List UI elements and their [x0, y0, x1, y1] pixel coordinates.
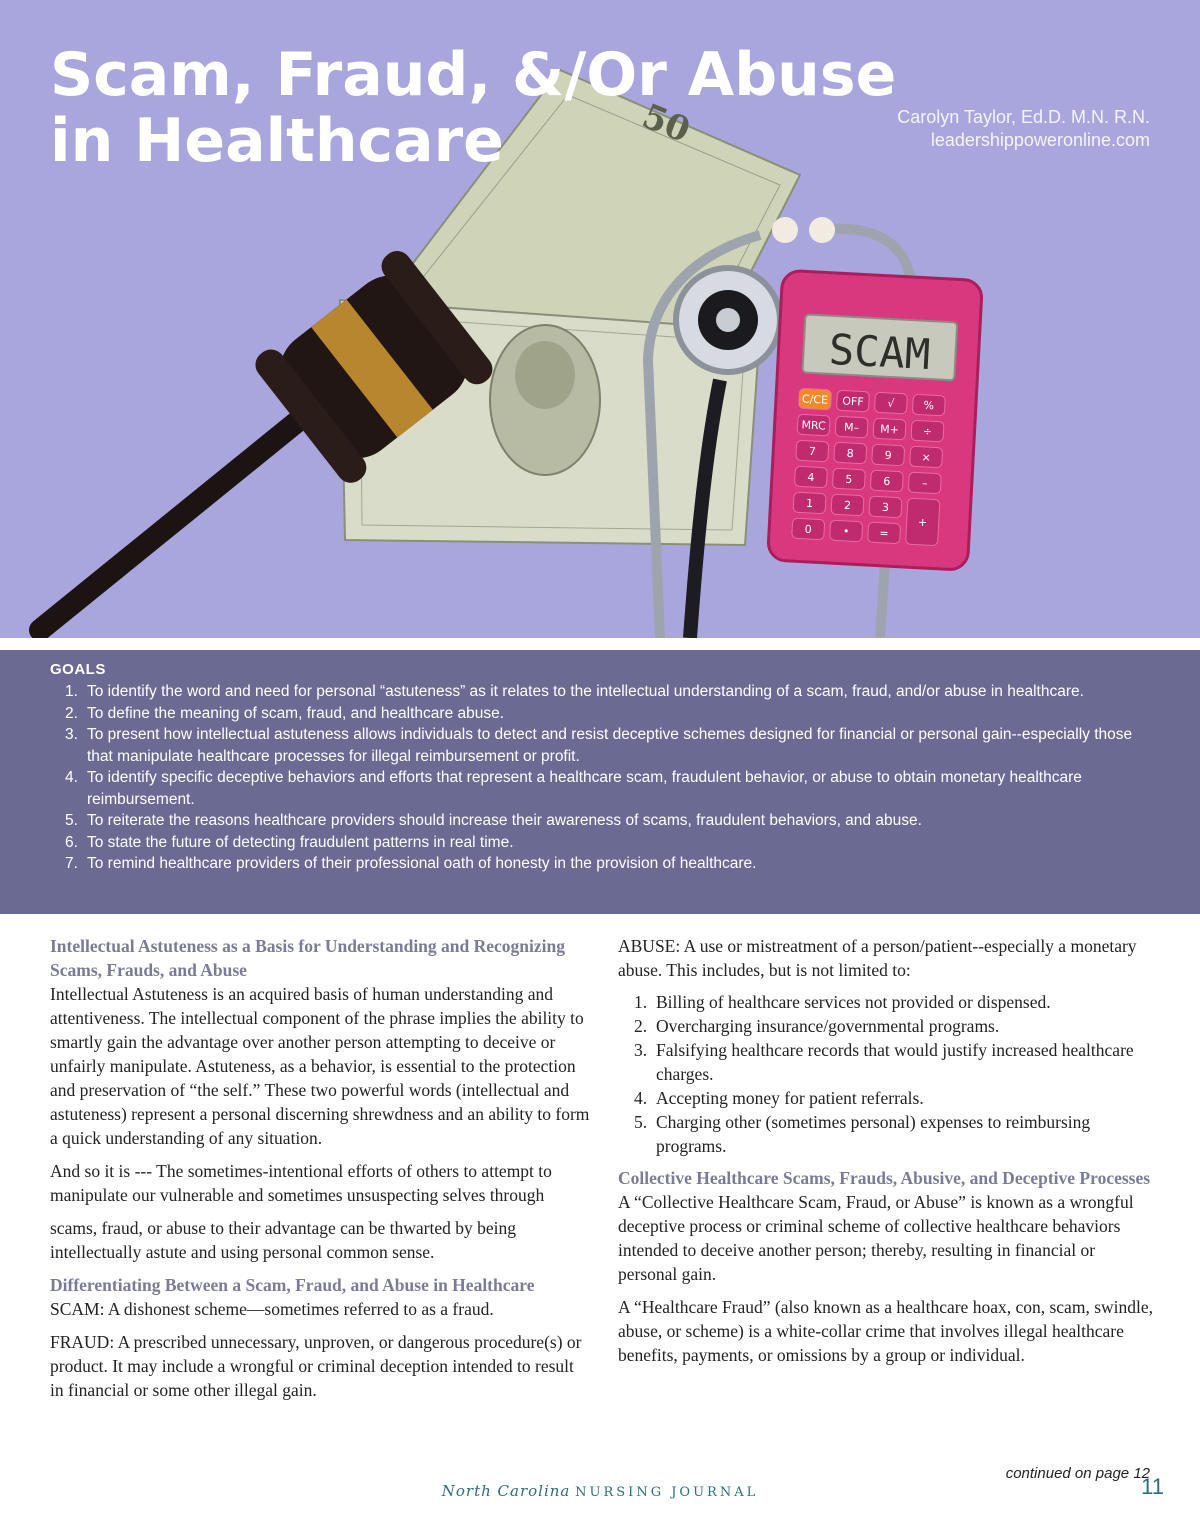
goal-text: To identify the word and need for personal “astuteness” as it relates to the intellectual understanding of a scam, fraud, and/or abuse in healthcare.: [87, 683, 1084, 700]
calculator-key-label: =: [879, 526, 890, 541]
goal-text: To define the meaning of scam, fraud, and healthcare abuse.: [87, 704, 505, 722]
journal-name-script: North Carolina: [441, 1482, 571, 1500]
goal-number: 1.: [65, 683, 78, 700]
calculator-key-label: √: [887, 396, 895, 411]
subhead-text: Differentiating Between a Scam, Fraud, and Abuse in Healthcare: [50, 1275, 535, 1295]
abuse-text: Overcharging insurance/governmental programs.: [656, 1016, 1000, 1036]
calculator-key-label: ×: [921, 450, 932, 465]
abuse-number: 2.: [634, 1016, 648, 1036]
author-name: Carolyn Taylor, Ed.D. M.N. R.N.: [897, 107, 1150, 127]
section-heading-astuteness: [50, 934, 590, 982]
body-paragraph: A “Healthcare Fraud” (also known as a healthcare hoax, con, scam, swindle, abuse, or scheme) is a white-collar crime that involves illegal healthcare benefits, payments, or omissions by a group or individual.: [618, 1297, 1154, 1365]
goal-number: 4.: [65, 769, 78, 786]
goals-list: [50, 681, 1135, 875]
body-paragraph: Intellectual Astuteness is an acquired basis of human understanding and attentiveness. The intellectual component of the phrase implies the ability to smartly gain the advantage over another person attempting to deceive or unfairly manipulate. Astuteness, as a behavior, is essential to the protection and preservation of “the self.” These two powerful words (intellectual and astuteness) represent a personal discerning shrewdness and an ability to form a quick understanding of any situation.: [50, 984, 590, 1148]
goal-item: [50, 832, 1135, 854]
subhead-text: Collective Healthcare Scams, Frauds, Abusive, and Deceptive Processes: [618, 1168, 1151, 1188]
abuse-item: [618, 1110, 1158, 1158]
goal-number: 3.: [65, 726, 78, 743]
article-title: Scam, Fraud, &/Or Abuse in Healthcare: [50, 40, 897, 176]
goal-item: [50, 853, 1135, 875]
goal-number: 2.: [65, 704, 78, 722]
calculator-key-label: –: [921, 476, 928, 491]
scam-definition: SCAM: A dishonest scheme—sometimes referred to as a fraud.: [50, 1299, 494, 1319]
calculator-key-label: %: [923, 398, 935, 413]
goal-item: [50, 703, 1135, 725]
abuse-item: [618, 1014, 1158, 1038]
abuse-item: [618, 1038, 1158, 1086]
calculator-image: [768, 270, 983, 570]
goal-text: To identify specific deceptive behaviors and efforts that represent a healthcare scam, fraudulent behavior, or abuse to obtain monetary healthcare reimbursement.: [87, 769, 1082, 808]
calculator-key-label: 6: [882, 474, 891, 489]
body-paragraph: A “Collective Healthcare Scam, Fraud, or Abuse” is known as a wrongful deceptive process or criminal scheme of collective healthcare behaviors intended to deceive another person; thereby, resulting in financial or personal gain.: [618, 1192, 1134, 1284]
page-number: 11: [1141, 1474, 1164, 1499]
calculator-key-label: •: [842, 524, 850, 539]
right-column: [618, 934, 1158, 1376]
calculator-key-label: OFF: [841, 394, 864, 409]
goal-number: 7.: [65, 855, 78, 872]
goal-number: 6.: [65, 833, 78, 851]
calculator-key-label: M+: [879, 422, 900, 437]
abuse-number: 3.: [634, 1040, 648, 1060]
calculator-key-label: 0: [804, 522, 813, 537]
calculator-key-label: C/CE: [801, 392, 829, 407]
abuse-text: Billing of healthcare services not provided or dispensed.: [656, 992, 1051, 1012]
section-heading-collective: [618, 1166, 1158, 1190]
goals-box: [0, 650, 1200, 914]
abuse-number: 5.: [634, 1112, 648, 1132]
calculator-key-label: MRC: [801, 418, 827, 433]
calculator-key-label: +: [917, 515, 928, 530]
calculator-key-label: 7: [808, 444, 817, 459]
calculator-key-label: 1: [805, 496, 814, 511]
calculator-key-label: 4: [807, 470, 815, 485]
body-paragraph: And so it is --- The sometimes-intentional efforts of others to attempt to manipulate our vulnerable and sometimes unsuspecting selves through: [50, 1161, 552, 1205]
left-column: [50, 934, 590, 1411]
goal-text: To present how intellectual astuteness allows individuals to detect and resist deceptive schemes designed for financial or personal gain--especially those that manipulate healthcare processes for illegal reimbursement or profit.: [87, 726, 1133, 765]
section-heading-differentiating: [50, 1273, 590, 1297]
abuse-number: 1.: [634, 992, 648, 1012]
calculator-key-label: 5: [845, 472, 853, 487]
goal-number: 5.: [65, 812, 78, 829]
author-website: leadershippoweronline.com: [930, 130, 1150, 150]
calculator-key-label: 9: [884, 448, 893, 463]
calculator-key-label: ÷: [922, 424, 933, 439]
calculator-key-label: M–: [843, 420, 860, 435]
goal-text: To remind healthcare providers of their professional oath of honesty in the provision of healthcare.: [87, 855, 757, 872]
abuse-list: [618, 990, 1158, 1158]
journal-name-caps: NURSING JOURNAL: [575, 1485, 759, 1500]
bill-denomination: 50: [636, 96, 696, 152]
body-paragraph: scams, fraud, or abuse to their advantage can be thwarted by being intellectually astute and using personal common sense.: [50, 1218, 517, 1262]
goal-text: To reiterate the reasons healthcare providers should increase their awareness of scams, fraudulent behaviors, and abuse.: [87, 812, 922, 829]
goal-item: [50, 810, 1135, 832]
goal-item: [50, 767, 1135, 810]
goal-item: [50, 681, 1135, 703]
hero-banner: [0, 0, 1200, 638]
subhead-text: Intellectual Astuteness as a Basis for Understanding and Recognizing Scams, Frauds, and Abuse: [50, 936, 566, 980]
fraud-definition: FRAUD: A prescribed unnecessary, unproven, or dangerous procedure(s) or product. It may include a wrongful or criminal deception intended to result in financial or some other illegal gain.: [50, 1332, 582, 1400]
calculator-key-label: 2: [843, 498, 852, 513]
abuse-text: Charging other (sometimes personal) expenses to reimbursing programs.: [656, 1112, 1091, 1156]
calculator-key-label: 8: [846, 446, 855, 461]
abuse-item: [618, 990, 1158, 1014]
abuse-text: Accepting money for patient referrals.: [656, 1088, 924, 1108]
abuse-item: [618, 1086, 1158, 1110]
goals-heading: GOALS: [50, 661, 106, 678]
goal-text: To state the future of detecting fraudulent patterns in real time.: [87, 833, 514, 851]
abuse-definition: ABUSE: A use or mistreatment of a person/patient--especially a monetary abuse. This includes, but is not limited to:: [618, 936, 1137, 980]
journal-footer: [0, 1482, 1200, 1500]
calculator-key-label: 3: [881, 500, 890, 515]
author-byline: [897, 106, 1150, 152]
goal-item: [50, 724, 1135, 767]
abuse-number: 4.: [634, 1088, 648, 1108]
continued-link[interactable]: continued on page 12: [1005, 1465, 1150, 1482]
calculator-display: SCAM: [827, 324, 932, 380]
abuse-text: Falsifying healthcare records that would justify increased healthcare charges.: [656, 1040, 1134, 1084]
